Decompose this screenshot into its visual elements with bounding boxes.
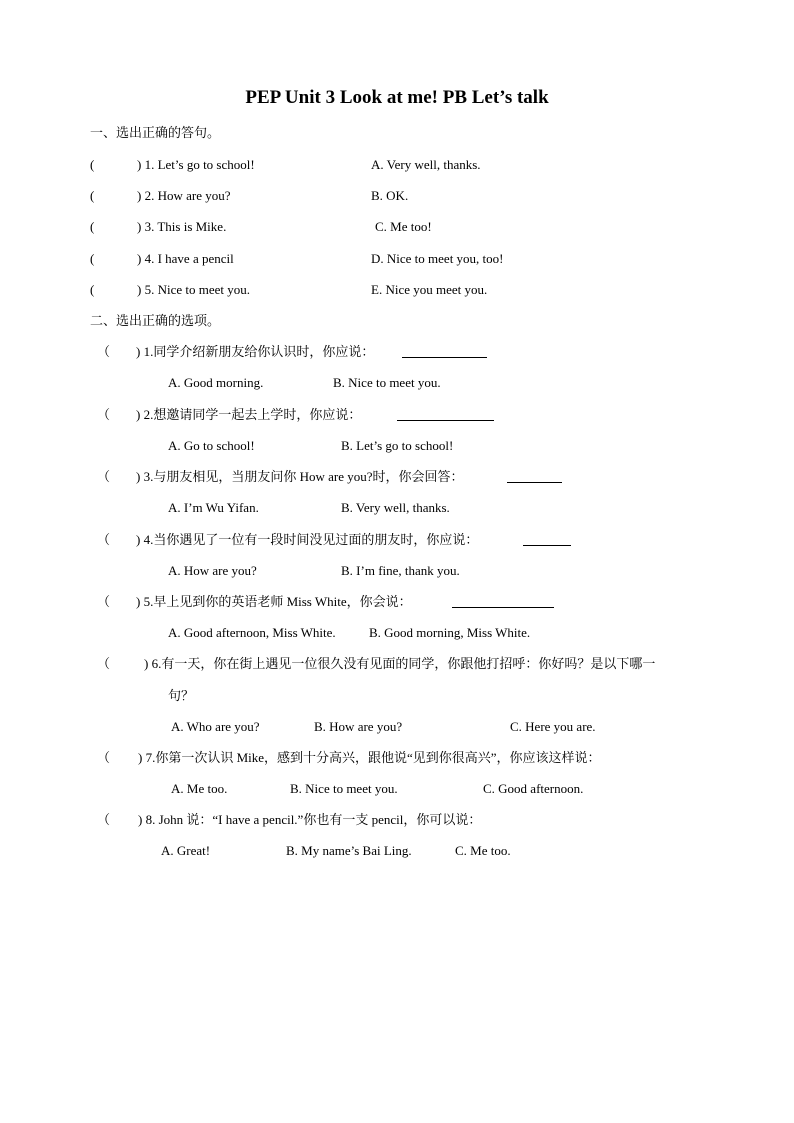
option-b: B. Good morning, Miss White. [369, 625, 531, 640]
option-b: B. My name’s Bai Ling. [286, 843, 412, 858]
question-stem: ) 1.同学介绍新朋友给你认识时，你应说： [136, 344, 375, 359]
section2-heading: 二、选出正确的选项。 [90, 313, 221, 328]
option-a: A. Go to school! [168, 438, 255, 453]
option-a: A. I’m Wu Yifan. [168, 500, 259, 515]
answer-blank-1[interactable]: ( [90, 157, 95, 172]
option-b: B. How are you? [314, 719, 403, 734]
option-a: A. Good afternoon, Miss White. [168, 625, 336, 640]
question-2: ) 2. How are you? [137, 188, 231, 203]
answer-blank[interactable]: （ [97, 812, 111, 827]
option-b: B. I’m fine, thank you. [341, 563, 460, 578]
answer-option-c: C. Me too! [375, 219, 432, 234]
option-b: B. Nice to meet you. [290, 781, 398, 796]
answer-blank-2[interactable]: ( [90, 188, 95, 203]
question-stem: ) 3.与朋友相见，当朋友问你 How are you?时，你会回答： [136, 469, 464, 484]
question-1: ) 1. Let’s go to school! [137, 157, 255, 172]
answer-option-b: B. OK. [371, 188, 409, 203]
fill-in-line[interactable] [402, 357, 487, 358]
answer-blank[interactable]: （ [97, 469, 111, 484]
question-3: ) 3. This is Mike. [137, 219, 227, 234]
option-b: B. Nice to meet you. [333, 375, 441, 390]
page-title: PEP Unit 3 Look at me! PB Let’s talk [245, 87, 549, 108]
answer-blank-4[interactable]: ( [90, 251, 95, 266]
option-a: A. Who are you? [171, 719, 260, 734]
answer-blank-5[interactable]: ( [90, 282, 95, 297]
answer-blank[interactable]: （ [97, 407, 111, 422]
fill-in-line[interactable] [523, 545, 571, 546]
question-stem: ) 6.有一天，你在街上遇见一位很久没有见面的同学，你跟他打招呼：你好吗？是以下哪一 [144, 656, 656, 671]
question-stem-cont: 句？ [168, 688, 195, 703]
option-a: A. Me too. [171, 781, 228, 796]
question-stem: ) 4.当你遇见了一位有一段时间没见过面的朋友时，你应说： [136, 532, 479, 547]
fill-in-line[interactable] [507, 482, 562, 483]
answer-blank-3[interactable]: ( [90, 219, 95, 234]
question-stem: ) 7.你第一次认识 Mike，感到十分高兴，跟他说“见到你很高兴”，你应该这样说： [138, 750, 601, 765]
question-stem: ) 5.早上见到你的英语老师 Miss White，你会说： [136, 594, 412, 609]
option-c: C. Here you are. [510, 719, 596, 734]
option-a: A. Great! [161, 843, 211, 858]
option-b: B. Let’s go to school! [341, 438, 454, 453]
fill-in-line[interactable] [452, 607, 554, 608]
answer-blank[interactable]: （ [97, 656, 111, 671]
answer-blank[interactable]: （ [97, 594, 111, 609]
question-stem: ) 8. John 说：“I have a pencil.”你也有一支 pencil，你可以说： [138, 812, 482, 827]
answer-option-d: D. Nice to meet you, too! [371, 251, 504, 266]
answer-blank[interactable]: （ [97, 750, 111, 765]
question-4: ) 4. I have a pencil [137, 251, 234, 266]
option-c: C. Me too. [455, 843, 511, 858]
answer-blank[interactable]: （ [97, 532, 111, 547]
fill-in-line[interactable] [397, 420, 494, 421]
question-stem: ) 2.想邀请同学一起去上学时，你应说： [136, 407, 362, 422]
answer-option-e: E. Nice you meet you. [371, 282, 488, 297]
option-a: A. How are you? [168, 563, 257, 578]
option-b: B. Very well, thanks. [341, 500, 450, 515]
option-c: C. Good afternoon. [483, 781, 584, 796]
option-a: A. Good morning. [168, 375, 264, 390]
answer-option-a: A. Very well, thanks. [371, 157, 481, 172]
question-5: ) 5. Nice to meet you. [137, 282, 250, 297]
answer-blank[interactable]: （ [97, 344, 111, 359]
section1-heading: 一、选出正确的答句。 [90, 125, 221, 140]
